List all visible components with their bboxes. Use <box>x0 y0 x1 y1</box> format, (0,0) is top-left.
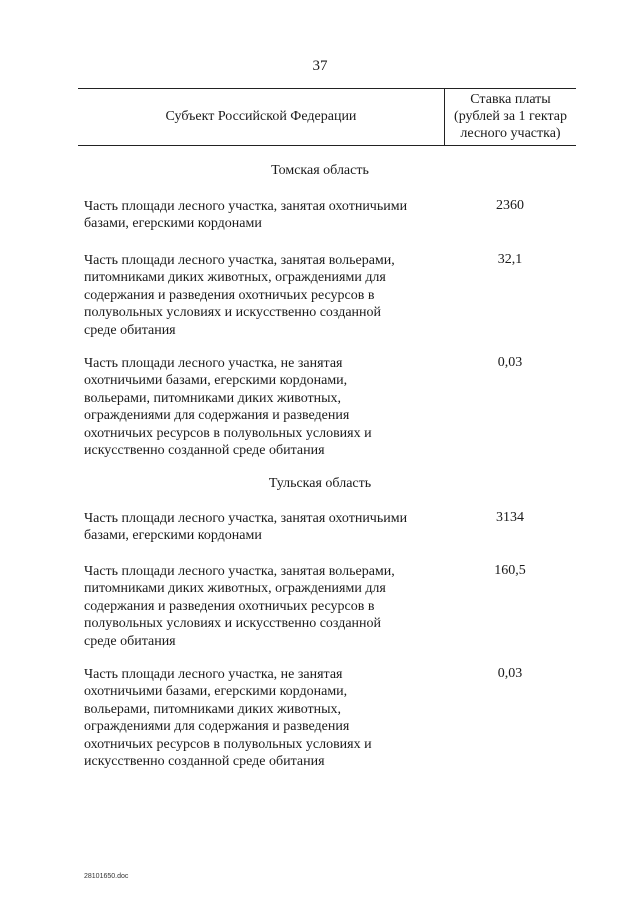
row-line: Часть площади лесного участка, занятая охотничьими <box>84 511 408 526</box>
row-line: Часть площади лесного участка, занятая вольерами, <box>84 564 395 579</box>
row-description <box>84 355 444 459</box>
subject-column-header: Субъект Российской Федерации <box>165 109 357 124</box>
row-line: Часть площади лесного участка, не занятая <box>84 356 343 371</box>
file-code: 28101650.doc <box>84 873 129 880</box>
row-line: охотничьих ресурсов в полувольных условиях и <box>84 425 372 441</box>
row-line: охотничьими базами, егерскими кордонами, <box>84 684 348 700</box>
row-line: искусственно созданной среде обитания <box>84 754 325 770</box>
row-line: Часть площади лесного участка, занятая вольерами, <box>84 253 395 268</box>
row-line: базами, егерскими кордонами <box>84 528 262 544</box>
row-line: охотничьих ресурсов в полувольных условиях и <box>84 736 372 752</box>
rate-header-line: лесного участка) <box>460 126 561 141</box>
row-rate-value: 0,03 <box>497 355 523 370</box>
row-line: ограждениями для содержания и разведения <box>84 719 350 735</box>
row-line: вольерами, питомниками диких животных, <box>84 390 342 406</box>
row-rate-value: 160,5 <box>494 563 526 578</box>
rate-column-header <box>445 91 576 142</box>
row-line: базами, егерскими кордонами <box>84 216 262 232</box>
row-line: питомниками диких животных, ограждениями для <box>84 581 386 597</box>
row-line: искусственно созданной среде обитания <box>84 443 325 459</box>
row-line: Часть площади лесного участка, занятая охотничьими <box>84 199 408 214</box>
rate-header-line: (рублей за 1 гектар <box>454 109 567 124</box>
row-description <box>84 198 444 233</box>
region-title: Тульская область <box>268 476 372 491</box>
row-description <box>84 666 444 770</box>
row-line: содержания и разведения охотничьих ресурсов в <box>84 287 375 303</box>
region-title: Томская область <box>271 163 369 178</box>
row-rate-value: 32,1 <box>497 252 523 267</box>
row-line: ограждениями для содержания и разведения <box>84 408 350 424</box>
rate-header-line: Ставка платы <box>470 92 551 107</box>
row-line: питомниками диких животных, ограждениями для <box>84 270 386 286</box>
table-header <box>78 88 576 146</box>
row-line: среде обитания <box>84 322 176 338</box>
row-description <box>84 510 444 545</box>
row-line: содержания и разведения охотничьих ресурсов в <box>84 598 375 614</box>
row-description <box>84 252 444 339</box>
row-line: охотничьими базами, егерскими кордонами, <box>84 373 348 389</box>
row-description <box>84 563 444 650</box>
row-line: полувольных условиях и искусственно созданной <box>84 305 382 321</box>
row-rate-value: 2360 <box>496 198 524 213</box>
row-line: Часть площади лесного участка, не занятая <box>84 667 343 682</box>
row-line: вольерами, питомниками диких животных, <box>84 701 342 717</box>
row-rate-value: 0,03 <box>497 666 523 681</box>
page-number: 37 <box>312 58 328 74</box>
row-line: полувольных условиях и искусственно созданной <box>84 616 382 632</box>
row-line: среде обитания <box>84 633 176 649</box>
row-rate-value: 3134 <box>496 510 524 525</box>
